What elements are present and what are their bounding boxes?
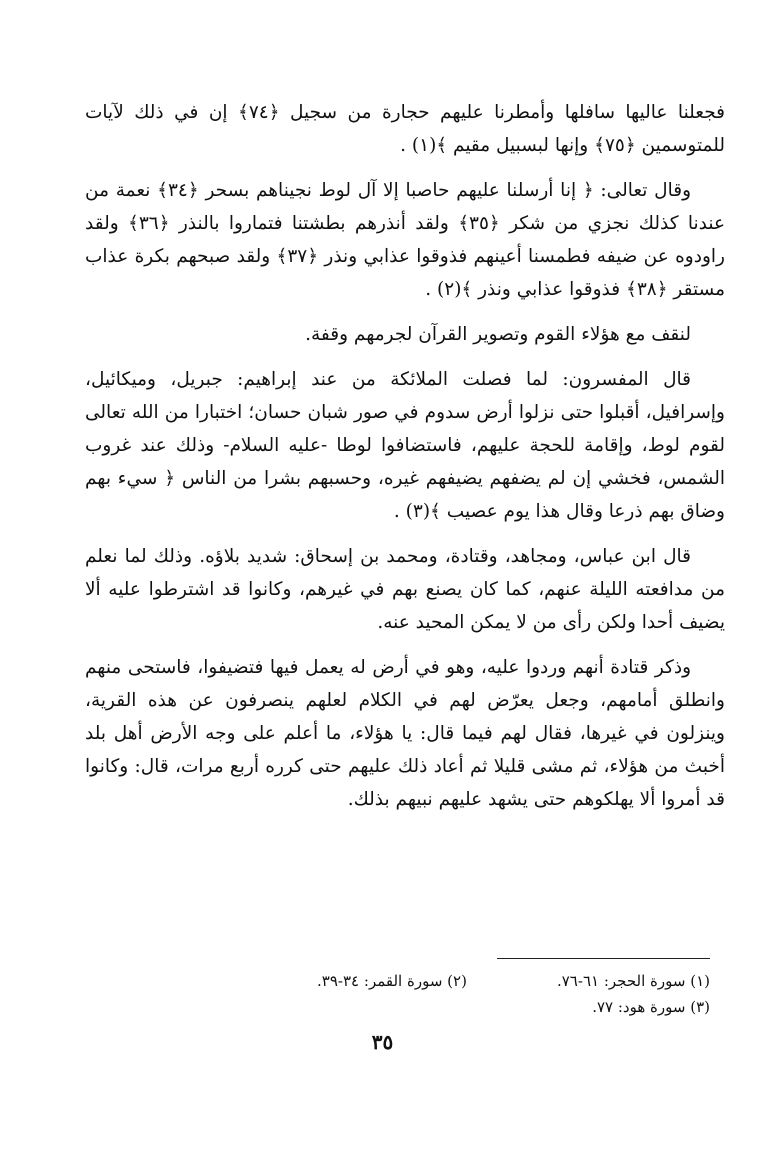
paragraph-mufassirun: قال المفسرون: لما فصلت الملائكة من عند إبراهيم: جبريل، وميكائيل، وإسرافيل، أقبلوا حتى نزلوا أرض سدوم في صور شبان حسان؛ اختبارا من الله تعالى لقوم لوط، وإقامة للحجة عليهم، فاستضافوا لوطا -عليه السلام- وذلك عند غروب الشمس، فخشي إن لم يضفهم يضيفهم غيره، وحسبهم بشرا من الناس ﴿ سيء بهم وضاق بهم ذرعا وقال هذا يوم عصيب ﴾(٣) .	[85, 369, 725, 522]
footnote-1: (١) سورة الحجر: ٦١-٧٦.	[556, 972, 710, 990]
footnote-2: (٢) سورة القمر: ٣٤-٣٩.	[317, 972, 467, 990]
footnote-divider	[497, 958, 710, 959]
footnotes	[210, 968, 710, 1020]
footnote-row	[210, 994, 710, 1020]
footnote-row	[210, 968, 710, 994]
paragraph-quran-qamar: وقال تعالى: ﴿ إنا أرسلنا عليهم حاصبا إلا آل لوط نجيناهم بسحر ﴿٣٤﴾ نعمة من عندنا كذلك نجزي من شكر ﴿٣٥﴾ ولقد أنذرهم بطشتنا فتماروا بالنذر ﴿٣٦﴾ ولقد راودوه عن ضيفه فطمسنا أعينهم فذوقوا عذابي ونذر ﴿٣٧﴾ ولقد صبحهم بكرة عذاب مستقر ﴿٣٨﴾ فذوقوا عذابي ونذر ﴾(٢) .	[85, 180, 725, 300]
paragraph-ibn-abbas: قال ابن عباس، ومجاهد، وقتادة، ومحمد بن إسحاق: شديد بلاؤه. وذلك لما نعلم من مدافعته الليلة عنهم، كما كان يصنع بهم في غيرهم، وكانوا قد اشترطوا عليه ألا يضيف أحدا ولكن رأى من لا يمكن المحيد عنه.	[85, 546, 725, 633]
paragraph-intro: لنقف مع هؤلاء القوم وتصوير القرآن لجرمهم وقفة.	[305, 324, 691, 345]
footnote-3: (٣) سورة هود: ٧٧.	[592, 998, 710, 1016]
page-number: ٣٥	[371, 1030, 394, 1054]
paragraph-qatada: وذكر قتادة أنهم وردوا عليه، وهو في أرض له يعمل فيها فتضيفوا، فاستحى منهم وانطلق أمامهم، وجعل يعرّض لهم في الكلام لعلهم ينصرفون عن هذه القرية، وينزلون في غيرها، فقال لهم فيما قال: يا هؤلاء، ما أعلم على وجه الأرض أهل بلد أخبث من هؤلاء، ثم مشى قليلا ثم أعاد ذلك عليهم حتى كرره أربع مرات، قال: وكانوا قد أمروا ألا يهلكوهم حتى يشهد عليهم نبيهم بذلك.	[85, 657, 725, 810]
paragraph-quran-hijr: فجعلنا عاليها سافلها وأمطرنا عليهم حجارة من سجيل ﴿٧٤﴾ إن في ذلك لآيات للمتوسمين ﴿٧٥﴾ وإنها لبسبيل مقيم ﴾(١) .	[85, 102, 725, 156]
page-body	[85, 96, 725, 828]
